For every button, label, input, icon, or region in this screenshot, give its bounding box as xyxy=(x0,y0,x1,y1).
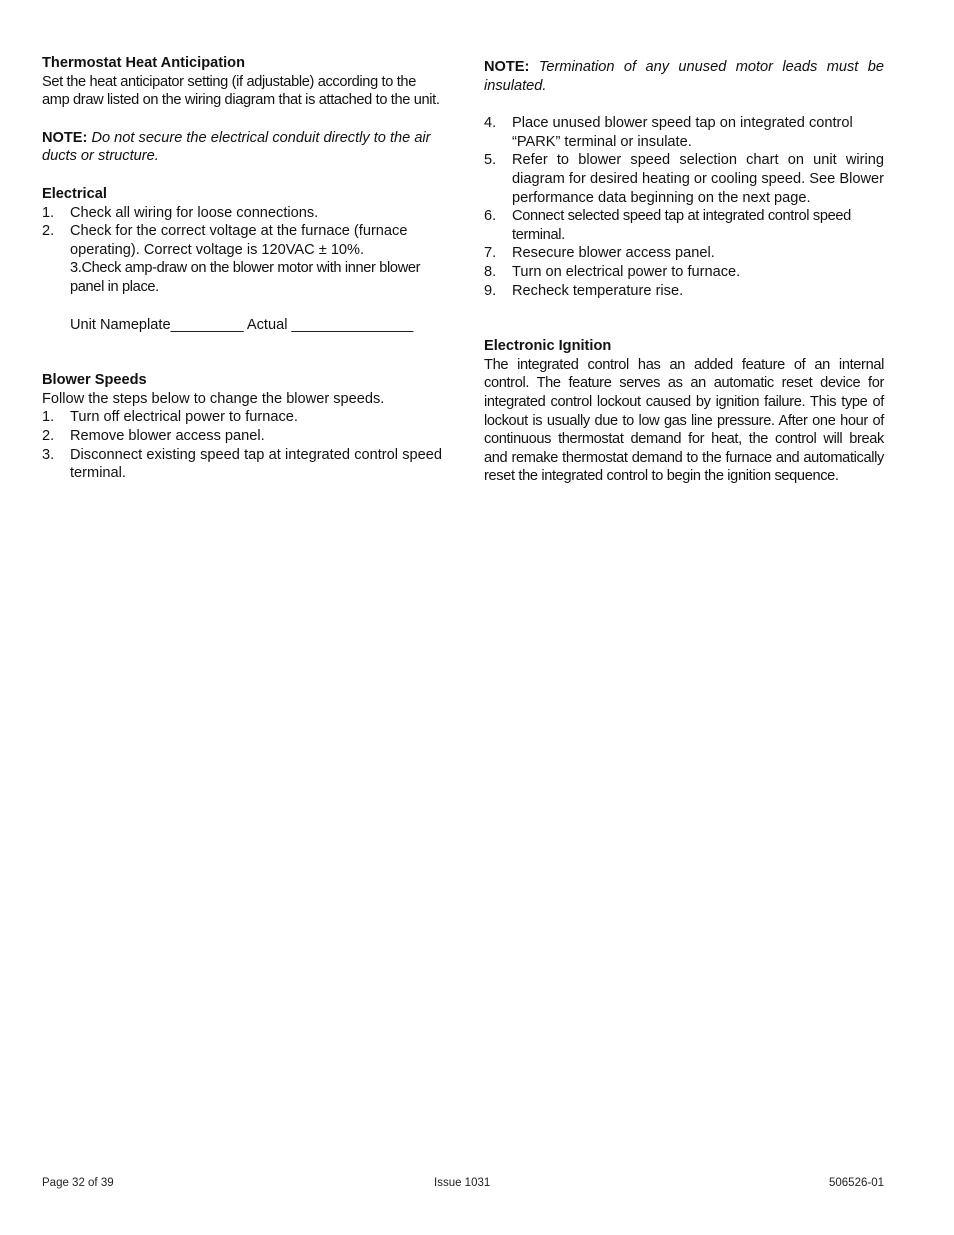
thermostat-body: Set the heat anticipator setting (if adjustable) according to the amp draw listed on the wiring diagram that is attached to the unit. xyxy=(42,73,440,109)
list-item-text: Turn on electrical power to furnace. xyxy=(512,263,741,280)
list-item-number: 1. xyxy=(42,204,55,221)
list-item xyxy=(42,446,442,483)
blower-speeds-list xyxy=(42,408,442,482)
list-item-text: Resecure blower access panel. xyxy=(512,245,715,262)
note-text: Termination of any unused motor leads must be insulated. xyxy=(484,59,884,94)
spacer xyxy=(484,300,884,337)
list-item-number: 4. xyxy=(484,115,497,132)
blower-speeds-list-continued xyxy=(484,114,884,300)
electronic-ignition-heading: Electronic Ignition xyxy=(484,338,612,355)
list-item-text: Check all wiring for loose connections. xyxy=(70,204,319,221)
electrical-heading: Electrical xyxy=(42,185,107,202)
spacer xyxy=(484,95,884,114)
list-item xyxy=(42,427,442,446)
spacer xyxy=(42,110,442,129)
list-item-number: 6. xyxy=(484,208,497,225)
list-item-number: 5. xyxy=(484,152,497,169)
blower-speeds-heading: Blower Speeds xyxy=(42,372,147,389)
list-item-text: Refer to blower speed selection chart on unit wiring diagram for desired heating or cooling speed. See Blower performance data beginning on the next page. xyxy=(512,152,884,206)
list-item xyxy=(42,222,442,259)
issue-number: Issue 1031 xyxy=(434,1177,491,1189)
list-item-text: Remove blower access panel. xyxy=(70,427,265,444)
list-item xyxy=(42,204,442,223)
list-item-text: Turn off electrical power to furnace. xyxy=(70,409,298,426)
left-column xyxy=(42,54,442,483)
list-item-text: Disconnect existing speed tap at integrated control speed terminal. xyxy=(70,446,442,482)
list-item-text: Connect selected speed tap at integrated control speed terminal. xyxy=(512,208,851,243)
blower-speeds-intro: Follow the steps below to change the blower speeds. xyxy=(42,390,385,407)
list-item-text: Recheck temperature rise. xyxy=(512,282,684,299)
note-label: NOTE: xyxy=(42,129,88,146)
note-electrical-conduit xyxy=(42,129,442,166)
list-item-number: 2. xyxy=(42,427,55,444)
note-text: Do not secure the electrical conduit directly to the air ducts or structure. xyxy=(42,129,431,165)
list-item xyxy=(484,207,884,244)
list-item xyxy=(42,408,442,427)
list-item-number: 3. xyxy=(42,446,55,463)
list-item-number: 1. xyxy=(42,409,55,426)
list-item xyxy=(484,151,884,207)
list-item-number: 9. xyxy=(484,282,497,299)
list-item-number: 2. xyxy=(42,223,55,240)
spacer xyxy=(42,297,442,316)
thermostat-heading: Thermostat Heat Anticipation xyxy=(42,55,245,71)
electrical-item-3: 3.Check amp-draw on the blower motor with inner blower panel in place. xyxy=(70,260,421,295)
document-number: 506526-01 xyxy=(829,1177,884,1189)
note-motor-leads xyxy=(484,58,884,95)
list-item-number: 7. xyxy=(484,245,497,262)
note-label: NOTE: xyxy=(484,59,530,75)
list-item xyxy=(484,114,884,151)
list-item-number: 8. xyxy=(484,263,497,280)
nameplate-blanks: Unit Nameplate_________ Actual _______________ xyxy=(70,316,414,333)
list-item xyxy=(484,282,884,301)
list-item-text: Check for the correct voltage at the furnace (furnace operating). Correct voltage is 120VAC ± 10%. xyxy=(70,223,408,258)
list-item-text: Place unused blower speed tap on integrated control “PARK” terminal or insulate. xyxy=(512,115,853,150)
electronic-ignition-body: The integrated control has an added feature of an internal control. The feature serves as an automatic reset device for integrated control lockout caused by ignition failure. This type of lockout is usually due to low gas line pressure. After one hour of continuous thermostat demand for heat, the control will break and remake thermostat demand to the furnace and automatically reset the integrated control to begin the ignition sequence. xyxy=(484,356,884,485)
right-column xyxy=(484,54,884,486)
list-item xyxy=(484,263,884,282)
page-number: Page 32 of 39 xyxy=(42,1177,114,1189)
spacer xyxy=(42,166,442,185)
list-item xyxy=(484,244,884,263)
electrical-list xyxy=(42,204,442,260)
spacer xyxy=(42,334,442,371)
